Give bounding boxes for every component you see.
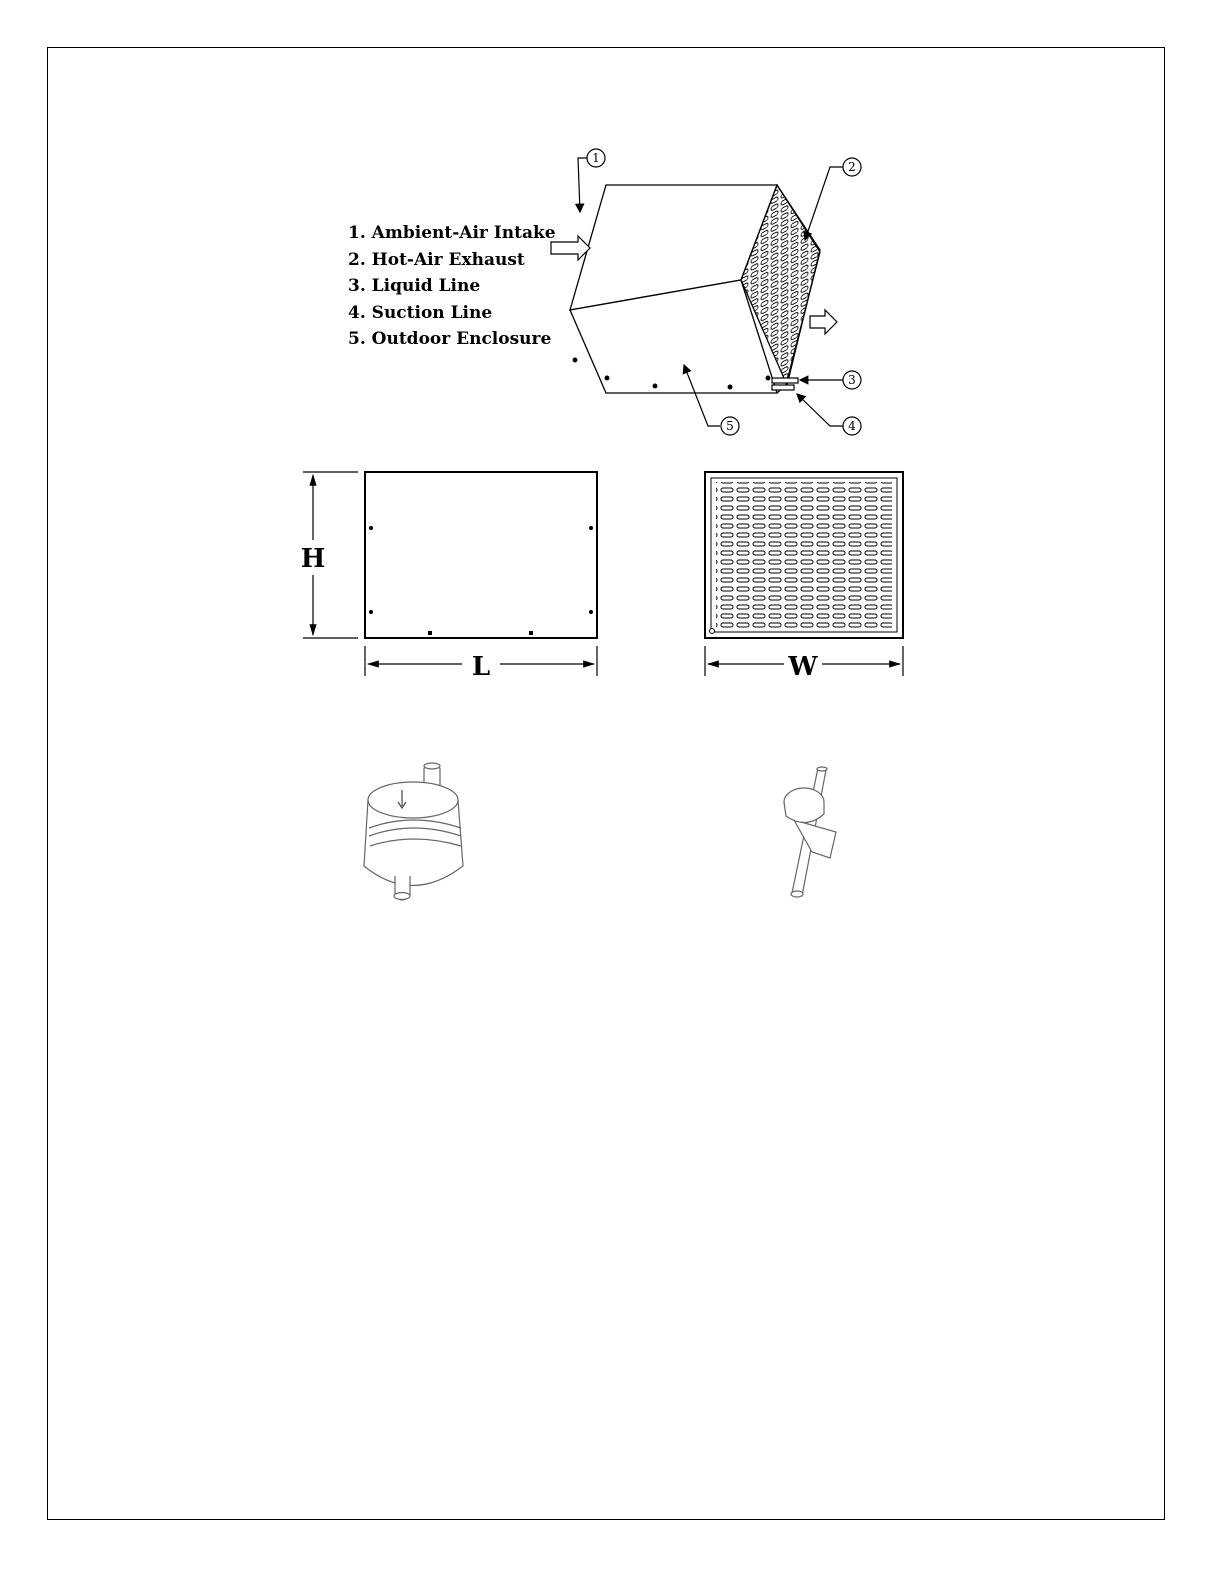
- isometric-enclosure: [570, 185, 820, 393]
- front-view: [365, 472, 597, 638]
- intake-arrow: [551, 236, 590, 260]
- callout-2: [843, 158, 861, 176]
- callout-1: [587, 149, 605, 167]
- callout-5: [721, 417, 739, 435]
- svg-text:4: 4: [848, 419, 856, 433]
- legend-item-outdoor-enclosure: 5. Outdoor Enclosure: [348, 329, 552, 349]
- legend-item-ambient-air-intake: 1. Ambient-Air Intake: [348, 223, 556, 243]
- pipe-stubs: [772, 378, 798, 390]
- height-label: H: [300, 544, 326, 574]
- grille-view: [705, 472, 903, 638]
- sight-glass-illustration: [784, 767, 836, 897]
- legend-item-hot-air-exhaust: 2. Hot-Air Exhaust: [348, 249, 525, 270]
- legend-item-liquid-line: 3. Liquid Line: [348, 276, 481, 296]
- width-label: W: [788, 652, 818, 682]
- svg-text:2: 2: [848, 160, 856, 174]
- legend-item-suction-line: 4. Suction Line: [348, 302, 493, 323]
- svg-text:3: 3: [848, 373, 856, 387]
- callout-3: [843, 371, 861, 389]
- svg-text:5: 5: [726, 419, 734, 433]
- svg-text:1: 1: [592, 151, 600, 165]
- filter-drier-illustration: [364, 763, 463, 900]
- exhaust-arrow: [810, 310, 837, 334]
- length-label: L: [471, 652, 491, 682]
- callout-4: [843, 417, 861, 435]
